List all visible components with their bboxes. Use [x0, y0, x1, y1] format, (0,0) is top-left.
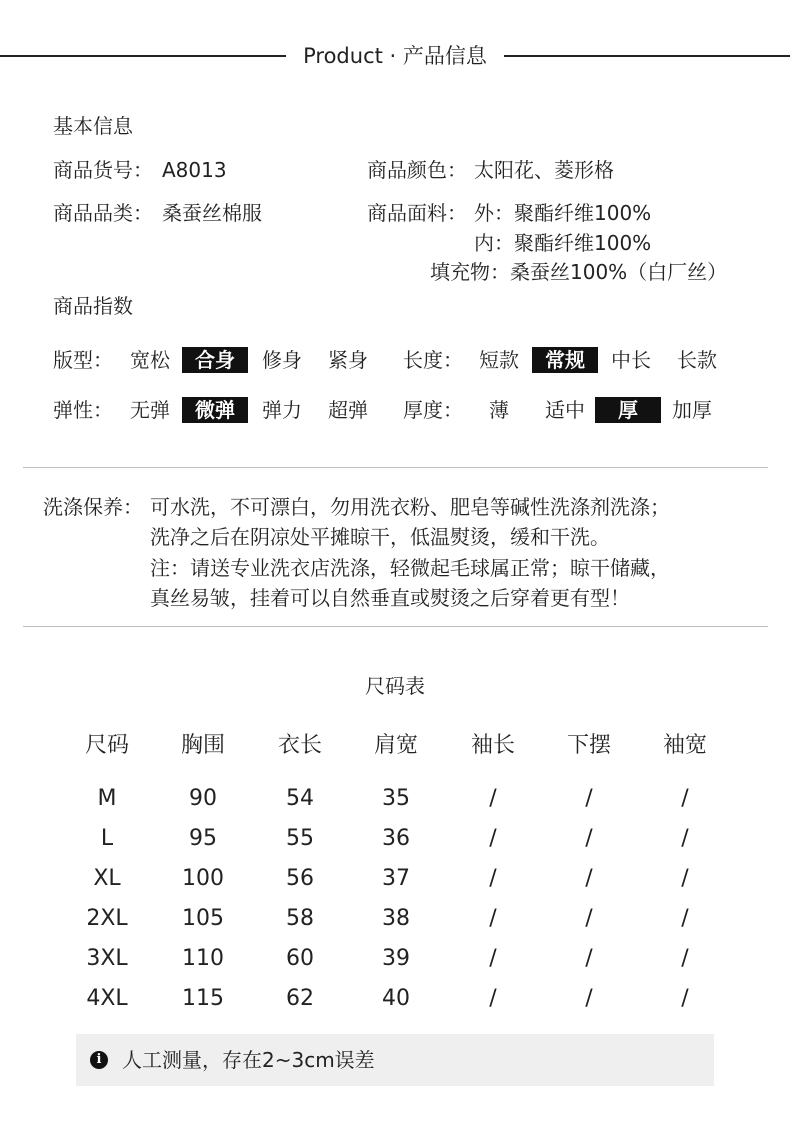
size-table-header: 尺码 — [84, 733, 129, 758]
size-table-cell: 37 — [382, 866, 410, 891]
item-no-value: A8013 — [162, 158, 227, 182]
size-table-cell: 58 — [286, 906, 314, 931]
care-line: 注：请送专业洗衣店洗涤，轻微起毛球属正常；晾干储藏， — [150, 556, 670, 580]
size-table-cell: 62 — [286, 986, 314, 1011]
size-table-cell: 39 — [382, 946, 410, 971]
size-table-cell: / — [585, 986, 593, 1011]
size-table-cell: 115 — [182, 986, 224, 1011]
size-table-cell: / — [585, 826, 593, 851]
category-label: 商品品类： — [53, 201, 153, 225]
size-table-cell: 36 — [382, 826, 410, 851]
size-table-title: 尺码表 — [365, 674, 425, 698]
info-icon: i — [90, 1051, 108, 1069]
thickness-option-medium: 适中 — [545, 398, 585, 422]
divider — [23, 467, 768, 468]
note-text: 人工测量，存在2~3cm误差 — [122, 1048, 375, 1072]
size-table-cell: 38 — [382, 906, 410, 931]
size-table-header: 胸围 — [180, 733, 225, 758]
elasticity-option-none: 无弹 — [130, 398, 170, 422]
care-line: 可水洗，不可漂白，勿用洗衣粉、肥皂等碱性洗涤剂洗涤； — [150, 495, 670, 519]
size-table-cell: 3XL — [86, 946, 128, 971]
thickness-option-extra: 加厚 — [672, 398, 712, 422]
size-table-cell: / — [681, 866, 689, 891]
size-table-cell: 110 — [182, 946, 224, 971]
page-title: Product · 产品信息 — [303, 44, 487, 68]
fabric-inner: 内：聚酯纤维100% — [474, 231, 652, 255]
size-table-cell: 100 — [182, 866, 224, 891]
size-table-cell: XL — [93, 866, 121, 891]
care-line: 真丝易皱，挂着可以自然垂直或熨烫之后穿着更有型！ — [150, 586, 630, 610]
elasticity-option-elastic: 弹力 — [262, 398, 302, 422]
care-line: 洗净之后在阴凉处平摊晾干，低温熨烫，缓和干洗。 — [150, 525, 610, 549]
size-table-cell: / — [585, 866, 593, 891]
size-table-header: 袖宽 — [662, 733, 707, 758]
elasticity-option-super: 超弹 — [328, 398, 368, 422]
color-value: 太阳花、菱形格 — [474, 158, 614, 182]
care-label: 洗涤保养： — [43, 495, 143, 519]
size-table-cell: 2XL — [86, 906, 128, 931]
size-table-cell: 56 — [286, 866, 314, 891]
size-table-header: 下摆 — [566, 733, 611, 758]
size-table-cell: 55 — [286, 826, 314, 851]
thickness-label: 厚度： — [403, 398, 463, 422]
size-table-cell: 90 — [189, 786, 217, 811]
color-label: 商品颜色： — [367, 158, 467, 182]
fit-option-slim: 修身 — [262, 348, 302, 372]
size-table-cell: / — [489, 986, 497, 1011]
fabric-label: 商品面料： — [367, 201, 467, 225]
size-table-cell: / — [681, 826, 689, 851]
size-table-cell: / — [585, 946, 593, 971]
size-table-cell: / — [681, 946, 689, 971]
size-table-header: 肩宽 — [373, 733, 418, 758]
item-no-label: 商品货号： — [53, 158, 153, 182]
divider — [23, 626, 768, 627]
filling-value: 填充物：桑蚕丝100%（白厂丝） — [430, 260, 728, 284]
length-option-selected: 常规 — [532, 347, 598, 373]
header-line-left — [0, 55, 286, 57]
elasticity-label: 弹性： — [53, 398, 113, 422]
size-table-cell: L — [100, 826, 114, 851]
size-table-cell: 54 — [286, 786, 314, 811]
size-table-cell: 60 — [286, 946, 314, 971]
thickness-option-selected: 厚 — [595, 397, 661, 423]
size-table-cell: 40 — [382, 986, 410, 1011]
size-table-cell: / — [681, 986, 689, 1011]
size-table-cell: 105 — [182, 906, 224, 931]
size-table-header: 袖长 — [470, 733, 515, 758]
length-option-long: 长款 — [677, 348, 717, 372]
size-table-cell: / — [585, 906, 593, 931]
measurement-note — [76, 1034, 714, 1086]
size-table-cell: / — [489, 786, 497, 811]
size-table-cell: / — [681, 786, 689, 811]
fabric-outer: 外：聚酯纤维100% — [474, 201, 652, 225]
size-table-cell: 35 — [382, 786, 410, 811]
fit-option-loose: 宽松 — [130, 348, 170, 372]
size-table-cell: 95 — [189, 826, 217, 851]
basic-info-heading: 基本信息 — [53, 114, 133, 138]
category-value: 桑蚕丝棉服 — [162, 201, 262, 225]
elasticity-option-selected: 微弹 — [182, 397, 248, 423]
length-option-short: 短款 — [479, 348, 519, 372]
fit-option-selected: 合身 — [182, 347, 248, 373]
size-table-cell: / — [489, 946, 497, 971]
fit-option-tight: 紧身 — [328, 348, 368, 372]
size-table-cell: / — [489, 826, 497, 851]
size-table-cell: M — [97, 786, 117, 811]
size-table-cell: / — [489, 906, 497, 931]
length-label: 长度： — [403, 348, 463, 372]
size-table-header: 衣长 — [277, 733, 322, 758]
size-table-cell: / — [489, 866, 497, 891]
size-table-cell: / — [681, 906, 689, 931]
header-line-right — [504, 55, 790, 57]
size-table-cell: / — [585, 786, 593, 811]
length-option-mid: 中长 — [611, 348, 651, 372]
size-table-cell: 4XL — [86, 986, 128, 1011]
thickness-option-thin: 薄 — [489, 398, 509, 422]
fit-label: 版型： — [53, 348, 113, 372]
index-heading: 商品指数 — [53, 294, 133, 318]
